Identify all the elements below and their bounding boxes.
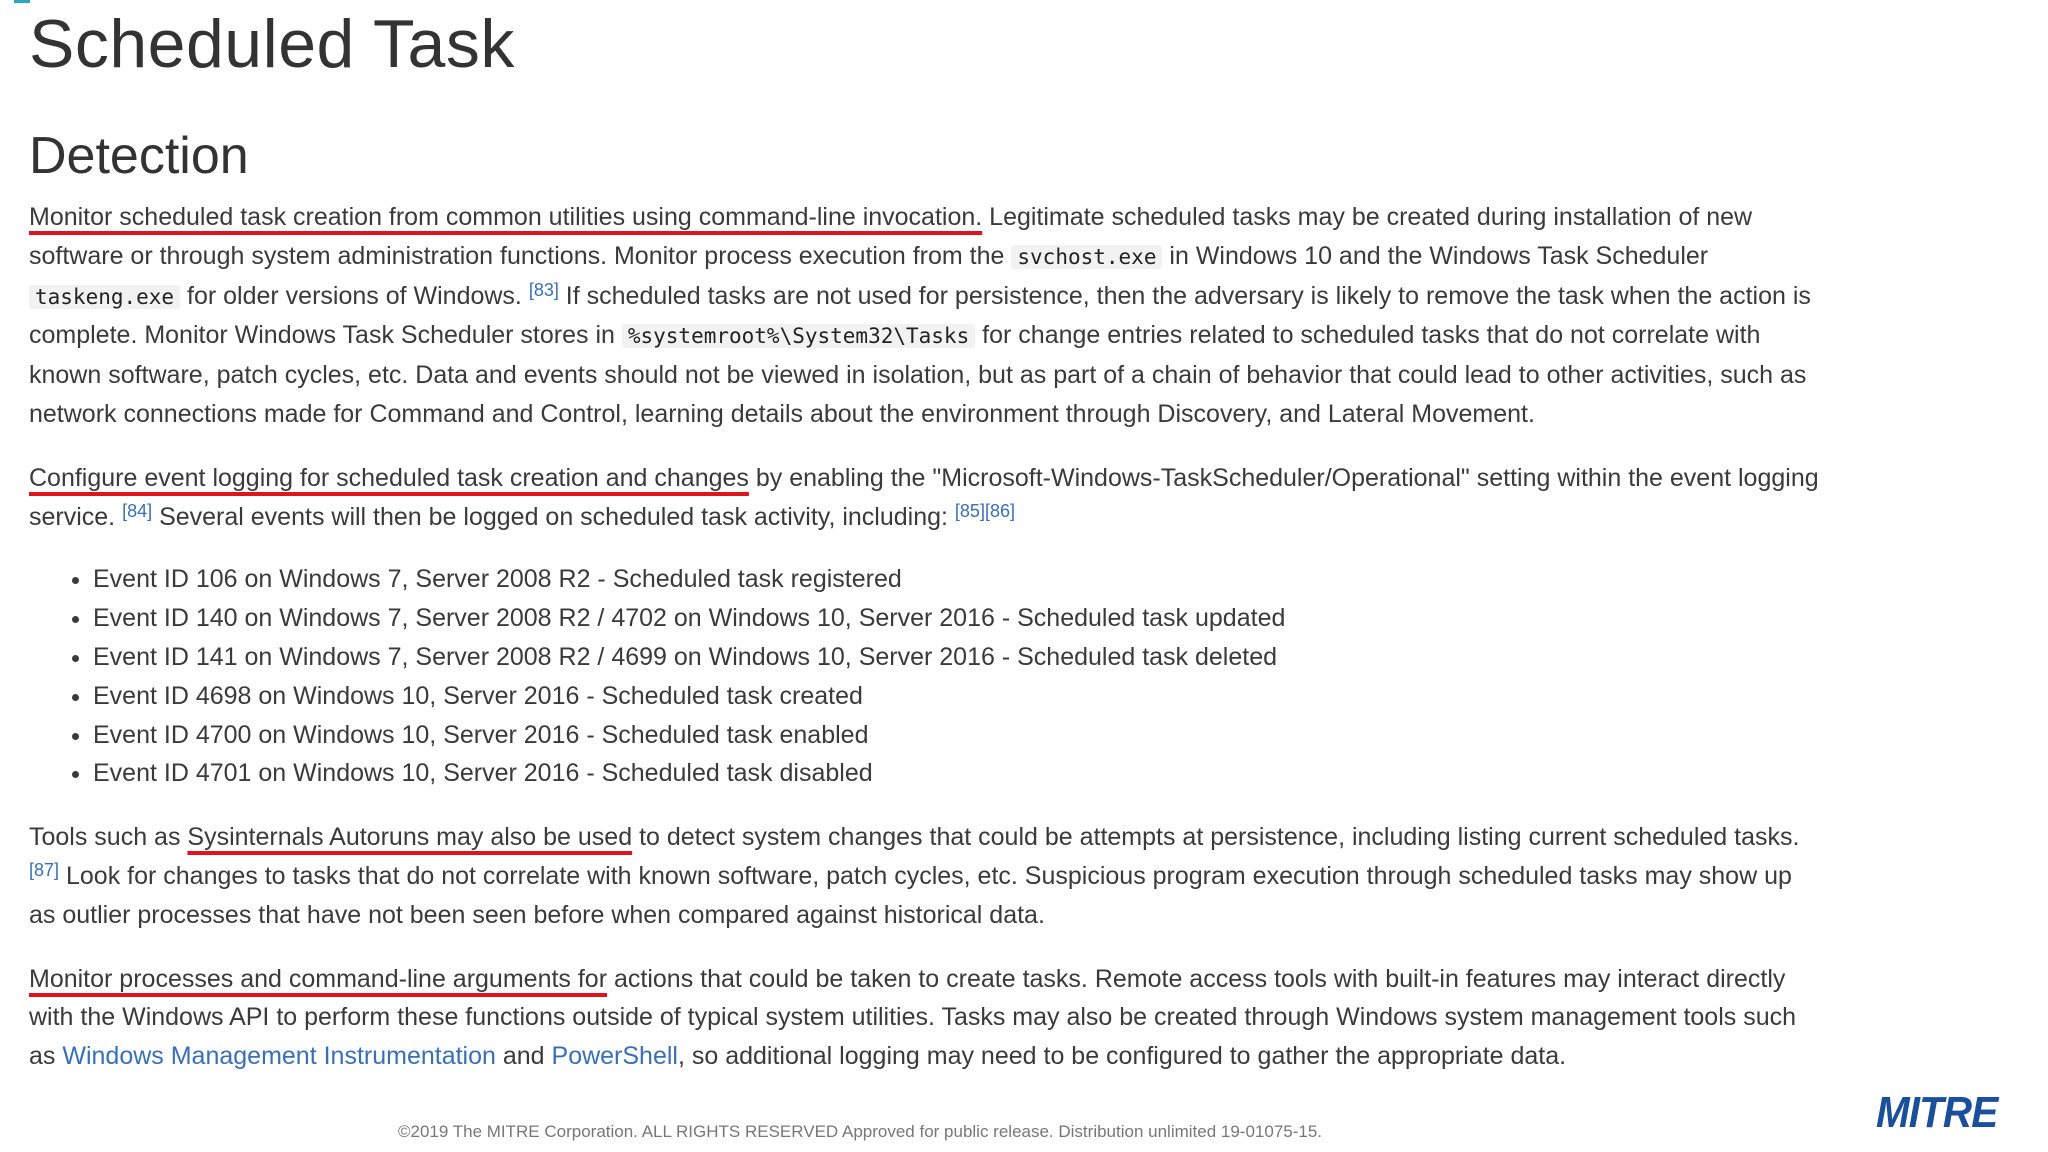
section-title-detection: Detection (29, 127, 249, 185)
paragraph-text: for change entries related to scheduled tasks that do not correlate with known software, patch cycles, etc. Data and events should not be viewed in isolation, but as part of a chain of behavior that could lead to other activities, such as network connections made for Command and Control, learning details about the environment through Discovery, and Lateral Movement. (29, 321, 1807, 428)
paragraph-monitor-processes (29, 960, 1819, 1076)
paragraph-text: Look for changes to tasks that do not correlate with known software, patch cycles, etc. Suspicious program execution through scheduled tasks may show up as outlier processes that have not been seen before when compared against historical data. (29, 861, 1792, 929)
paragraph-text: to detect system changes that could be attempts at persistence, including listing current scheduled tasks. (632, 823, 1800, 852)
paragraph-text: by enabling the "Microsoft-Windows-TaskScheduler/Operational" setting within the event logging service. (29, 463, 1819, 531)
paragraph-text: Legitimate scheduled tasks may be created during installation of new software or through system administration functions. Monitor process execution from the (29, 203, 1753, 270)
citation-link-84[interactable]: [84] (122, 500, 153, 521)
document-page (29, 0, 1819, 1076)
page-title: Scheduled Task (29, 6, 515, 82)
highlighted-phrase: Monitor processes and command-line arguments for (29, 964, 608, 993)
paragraph-text: in Windows 10 and the Windows Task Scheduler (1162, 241, 1709, 270)
highlighted-phrase: Configure event logging for scheduled task creation and changes (29, 463, 749, 492)
paragraph-text: Several events will then be logged on scheduled task activity, including: (152, 502, 955, 531)
paragraph-autoruns (29, 818, 1819, 934)
paragraph-event-logging (29, 459, 1819, 537)
list-item: • Event ID 4700 on Windows 10, Server 2016 - Scheduled task enabled (93, 716, 1819, 755)
highlighted-phrase: Monitor scheduled task creation from common utilities using command-line invocation. (29, 203, 983, 231)
list-item: • Event ID 106 on Windows 7, Server 2008 R2 - Scheduled task registered (93, 560, 1819, 599)
paragraph-text: and (495, 1042, 552, 1071)
citation-link-87[interactable]: [87] (29, 859, 60, 880)
inline-code-svchost: svchost.exe (1011, 245, 1162, 269)
list-item: • Event ID 4698 on Windows 10, Server 2016 - Scheduled task created (93, 677, 1819, 716)
citation-link-83[interactable]: [83] (528, 279, 559, 300)
paragraph-monitor-creation (29, 198, 1819, 434)
event-id-list (29, 560, 1819, 793)
paragraph-text: , so additional logging may need to be configured to gather the appropriate data. (677, 1042, 1567, 1071)
mitre-logo: MITRE (1876, 1088, 1998, 1137)
highlighted-phrase: Sysinternals Autoruns may also be used (187, 823, 633, 852)
list-item: • Event ID 4701 on Windows 10, Server 2016 - Scheduled task disabled (93, 754, 1819, 793)
link-powershell[interactable]: PowerShell (551, 1042, 678, 1071)
inline-code-tasks-path: %systemroot%\System32\Tasks (622, 324, 975, 348)
inline-code-taskeng: taskeng.exe (29, 285, 180, 309)
copyright-footer: ©2019 The MITRE Corporation. ALL RIGHTS RESERVED Approved for public release. Distribution unlimited 19-01075-15. (397, 1122, 1323, 1141)
list-item: • Event ID 140 on Windows 7, Server 2008 R2 / 4702 on Windows 10, Server 2016 - Scheduled task updated (93, 599, 1819, 638)
paragraph-text: for older versions of Windows. (180, 281, 529, 310)
list-item: • Event ID 141 on Windows 7, Server 2008 R2 / 4699 on Windows 10, Server 2016 - Scheduled task deleted (93, 638, 1819, 677)
paragraph-text: actions that could be taken to create tasks. Remote access tools with built-in features may interact directly with the Windows API to perform these functions outside of typical system utilities. Tasks may also be created through Windows system management tools such as (29, 964, 1797, 1071)
link-wmi[interactable]: Windows Management Instrumentation (62, 1042, 496, 1071)
paragraph-text: Tools such as (29, 823, 188, 852)
citation-link-85-86[interactable]: [85][86] (954, 500, 1015, 521)
corner-accent-mark (14, 0, 30, 3)
paragraph-text: If scheduled tasks are not used for persistence, then the adversary is likely to remove the task when the action is complete. Monitor Windows Task Scheduler stores in (29, 281, 1811, 350)
